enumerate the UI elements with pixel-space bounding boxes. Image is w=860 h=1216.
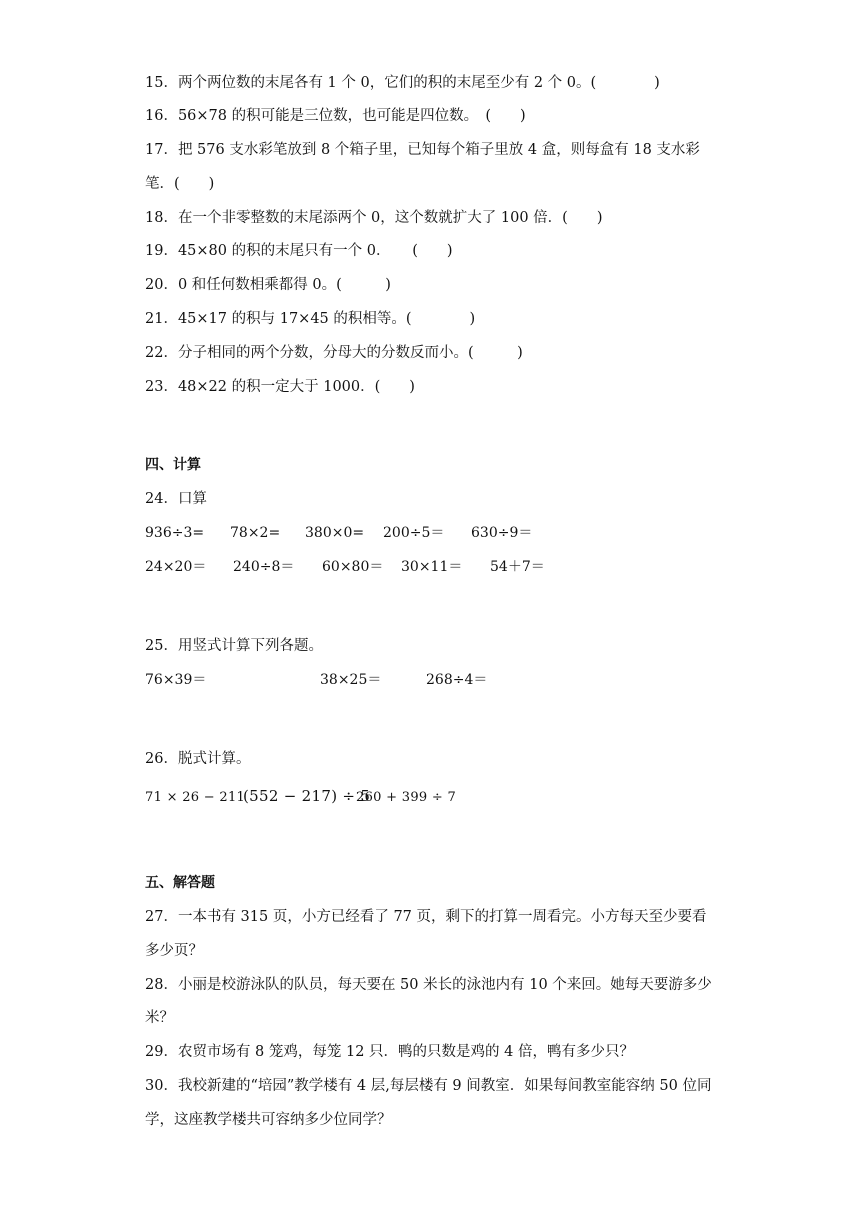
question-21: 21．45×17 的积与 17×45 的积相等。( ) [145, 311, 476, 327]
oral-calc-item: 24×20＝ [145, 559, 207, 575]
oral-calc-item: 630÷9＝ [471, 525, 533, 541]
oral-calc-item: 240÷8＝ [233, 559, 295, 575]
question-30-line2: 学，这座教学楼共可容纳多少位同学？ [145, 1112, 392, 1128]
question-28-line2: 米？ [145, 1010, 174, 1026]
step-calc-item: 71 × 26 − 211 [145, 790, 246, 805]
vertical-calc-item: 76×39＝ [145, 672, 207, 688]
oral-calc-item: 380×0= [305, 525, 365, 541]
step-calc-item: 260 + 399 ÷ 7 [356, 790, 457, 805]
question-19: 19．45×80 的积的末尾只有一个 0． ( ) [145, 243, 453, 259]
section-heading-answer: 五、解答题 [145, 875, 215, 891]
section-heading-calc: 四、计算 [145, 457, 201, 473]
oral-calc-item: 60×80＝ [322, 559, 384, 575]
question-17-line1: 17．把 576 支水彩笔放到 8 个箱子里，已知每个箱子里放 4 盒，则每盒有 18 支水彩 [145, 142, 700, 158]
oral-calc-item: 54＋7＝ [490, 559, 545, 575]
question-29: 29．农贸市场有 8 笼鸡，每笼 12 只．鸭的只数是鸡的 4 倍，鸭有多少只？ [145, 1044, 635, 1060]
vertical-calc-item: 268÷4＝ [426, 672, 488, 688]
question-25-title: 25．用竖式计算下列各题。 [145, 638, 323, 654]
question-30-line1: 30．我校新建的“培园”教学楼有 4 层,每层楼有 9 间教室．如果每间教室能容纳 50 位同 [145, 1078, 712, 1094]
oral-calc-item: 936÷3= [145, 525, 205, 541]
question-23: 23．48×22 的积一定大于 1000．( ) [145, 379, 415, 395]
question-20: 20．0 和任何数相乘都得 0。( ) [145, 277, 391, 293]
oral-calc-item: 78×2= [230, 525, 281, 541]
question-17-line2: 笔．( ) [145, 176, 215, 192]
question-27-line1: 27．一本书有 315 页，小方已经看了 77 页，剩下的打算一周看完。小方每天至少要看 [145, 909, 707, 925]
question-24-title: 24．口算 [145, 491, 207, 507]
question-15: 15．两个两位数的末尾各有 1 个 0，它们的积的末尾至少有 2 个 0。( ) [145, 75, 660, 91]
vertical-calc-item: 38×25＝ [320, 672, 382, 688]
question-27-line2: 多少页？ [145, 943, 203, 959]
oral-calc-item: 200÷5＝ [383, 525, 445, 541]
question-18: 18．在一个非零整数的末尾添两个 0，这个数就扩大了 100 倍．( ) [145, 210, 603, 226]
question-22: 22．分子相同的两个分数，分母大的分数反而小。( ) [145, 345, 523, 361]
question-28-line1: 28．小丽是校游泳队的队员，每天要在 50 米长的泳池内有 10 个来回。她每天要游多少 [145, 977, 712, 993]
oral-calc-item: 30×11＝ [401, 559, 463, 575]
question-26-title: 26．脱式计算。 [145, 751, 251, 767]
step-calc-item: (552 − 217) ÷ 5 [243, 787, 371, 805]
question-16: 16．56×78 的积可能是三位数，也可能是四位数。 ( ) [145, 108, 526, 124]
